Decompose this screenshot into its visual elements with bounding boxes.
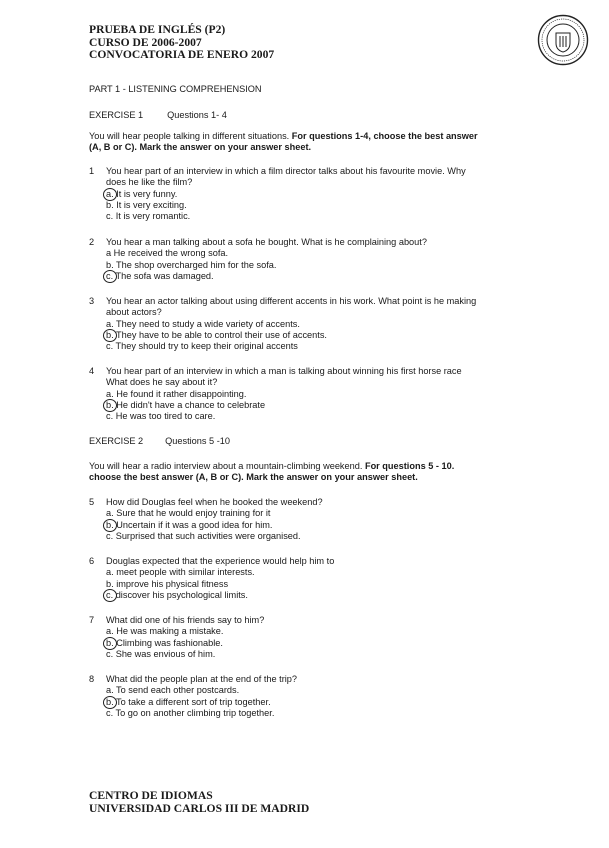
question-1-text-cont: does he like the film? (106, 177, 193, 187)
exercise-1-heading (89, 110, 227, 121)
exercise-1-instructions (89, 131, 478, 142)
university-seal-icon (537, 14, 589, 66)
question-6: 6 Douglas expected that the experience would help him to (89, 556, 335, 566)
question-5-option-c: c. Surprised that such activities were organised. (106, 531, 301, 541)
question-3-option-b: b. They have to be able to control their use of accents. (106, 330, 327, 340)
exercise-2-heading (89, 436, 230, 447)
question-8-option-c: c. To go on another climbing trip together. (106, 708, 275, 718)
question-4-text-cont: What does he say about it? (106, 377, 218, 387)
question-5-text: How did Douglas feel when he booked the weekend? (106, 497, 323, 507)
question-7-option-a: a. He was making a mistake. (106, 626, 224, 636)
question-4-option-b: b. He didn't have a chance to celebrate (106, 400, 266, 410)
question-6-option-c: c. discover his psychological limits. (106, 590, 248, 600)
question-2: 2 You hear a man talking about a sofa he bought. What is he complaining about? (89, 237, 427, 247)
question-5: 5 How did Douglas feel when he booked the weekend? (89, 497, 323, 507)
exercise-1-title: EXERCISE 1 (89, 110, 144, 120)
question-1-text: You hear part of an interview in which a film director talks about his favourite movie. Why (106, 166, 466, 176)
question-4-option-a: a. He found it rather disappointing. (106, 389, 247, 399)
question-2-option-b: b. The shop overcharged him for the sofa. (106, 260, 277, 270)
question-7-option-b: b. Climbing was fashionable. (106, 638, 223, 648)
question-3-text: You hear an actor talking about using different accents in his work. What point is he making (106, 296, 477, 306)
answer-circle-mark (103, 270, 117, 283)
part-title: PART 1 - LISTENING COMPREHENSION (89, 84, 262, 94)
question-4-option-c: c. He was too tired to care. (106, 411, 216, 421)
question-3: 3 You hear an actor talking about using different accents in his work. What point is he making (89, 296, 477, 306)
header-line-1: PRUEBA DE INGLÉS (P2) (89, 23, 226, 36)
question-1-option-a: a. It is very funny. (106, 189, 178, 199)
question-8-text: What did the people plan at the end of the trip? (106, 674, 298, 684)
footer-line-2: UNIVERSIDAD CARLOS III DE MADRID (89, 801, 310, 815)
question-5-option-b: b. Uncertain if it was a good idea for him. (106, 520, 273, 530)
document-header (89, 24, 274, 62)
question-4: 4 You hear part of an interview in which a man is talking about winning his first horse race (89, 366, 462, 376)
exercise-1-range: Questions 1- 4 (167, 110, 227, 120)
exercise-2-instr-a: You will hear a radio interview about a mountain-climbing weekend. (89, 461, 365, 471)
question-2-option-a: a He received the wrong sofa. (106, 248, 229, 258)
question-7: 7 What did one of his friends say to him? (89, 615, 265, 625)
question-2-text: You hear a man talking about a sofa he bought. What is he complaining about? (106, 237, 427, 247)
document-footer (89, 790, 309, 815)
question-4-text: You hear part of an interview in which a man is talking about winning his first horse race (106, 366, 462, 376)
question-6-text: Douglas expected that the experience would help him to (106, 556, 335, 566)
exercise-1-instr-b: For questions 1-4, choose the best answer (291, 131, 478, 141)
question-8-option-b: b. To take a different sort of trip together. (106, 697, 271, 707)
question-6-option-a: a. meet people with similar interests. (106, 567, 255, 577)
question-7-text: What did one of his friends say to him? (106, 615, 265, 625)
question-3-text-cont: about actors? (106, 307, 162, 317)
exercise-2-instr-b: For questions 5 - 10. (364, 461, 455, 471)
question-1-option-c: c. It is very romantic. (106, 211, 191, 221)
question-3-option-a: a. They need to study a wide variety of accents. (106, 319, 300, 329)
question-5-option-a: a. Sure that he would enjoy training for it (106, 508, 271, 518)
exercise-2-instr-c: choose the best answer (A, B or C). Mark the answer on your answer sheet. (89, 472, 418, 482)
question-6-option-b: b. improve his physical fitness (106, 579, 229, 589)
question-1-option-b: b. It is very exciting. (106, 200, 187, 210)
exercise-2-title: EXERCISE 2 (89, 436, 144, 446)
question-8: 8 What did the people plan at the end of the trip? (89, 674, 298, 684)
answer-circle-mark (103, 589, 117, 602)
footer-line-1: CENTRO DE IDIOMAS (89, 789, 213, 802)
question-1: 1 You hear part of an interview in which a film director talks about his favourite movie. Why (89, 166, 466, 176)
exercise-2-instructions (89, 461, 454, 472)
question-2-option-c: c. The sofa was damaged. (106, 271, 214, 281)
exercise-2-range: Questions 5 -10 (165, 436, 230, 446)
header-line-2: CURSO DE 2006-2007 (89, 35, 202, 49)
question-3-option-c: c. They should try to keep their original accents (106, 341, 298, 351)
exercise-1-instr-c: (A, B or C). Mark the answer on your answer sheet. (89, 142, 312, 152)
question-8-option-a: a. To send each other postcards. (106, 685, 240, 695)
header-line-3: CONVOCATORIA DE ENERO 2007 (89, 48, 275, 61)
question-7-option-c: c. She was envious of him. (106, 649, 216, 659)
exercise-1-instr-a: You will hear people talking in different situations. (89, 131, 292, 141)
